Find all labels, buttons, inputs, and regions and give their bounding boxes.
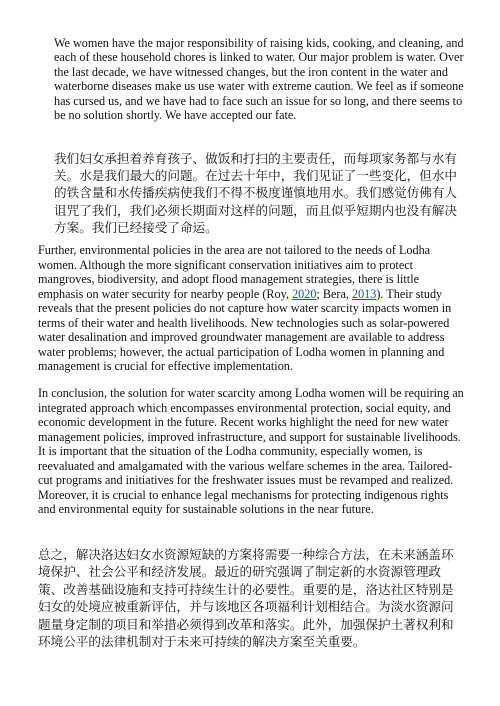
paragraph-text: Further, environmental policies in the area are not tailored to the needs of Lodha women. Although the more significant conservation initiatives aim to protect mangroves, biodiversity, and adopt flood management strategies, there is little emphasis on water security for nearby people (Roy,	[38, 243, 431, 301]
paragraph-text: ; Bera,	[316, 286, 352, 301]
paragraph-conclusion: In conclusion, the solution for water scarcity among Lodha women will be requiring an integrated approach which encompasses environmental protection, social equity, and economic development in the future. Recent works highlight the need for new water management policies, improved infrastructure, and support for sustainable livelihoods. It is important that the situation of the Lodha community, especially women, is reevaluated and amalgamated with the various welfare schemes in the area. Tailored-cut programs and initiatives for the freshwater issues must be revamped and realized. Moreover, it is crucial to enhance legal mechanisms for protecting indigenous rights and environmental equity for sustainable solutions in the near future.	[38, 386, 464, 516]
quote-chinese: 我们妇女承担着养育孩子、做饭和打扫的主要责任，而每项家务都与水有关。水是我们最大的问题。在过去十年中，我们见证了一些变化，但水中的铁含量和水传播疾病使我们不得不极度谨慎地用水。我们感觉仿佛有人诅咒了我们，我们必须长期面对这样的问题，而且似乎短期内也没有解决方案。我们已经接受了命运。	[54, 151, 457, 235]
citation-link-roy-2020[interactable]: 2020	[292, 286, 317, 301]
paragraph-conclusion-chinese: 总之，解决洛达妇女水资源短缺的方案将需要一种综合方法，在未来涵盖环境保护、社会公平和经济发展。最近的研究强调了制定新的水资源管理政策、改善基础设施和支持可持续生计的必要性。重要的是，洛达社区特别是妇女的处境应被重新评估，并与该地区各项福利计划相结合。为淡水资源问题量身定制的项目和举措必须得到改革和落实。此外，加强保护土著权利和环境公平的法律机制对于未来可持续的解决方案至关重要。	[38, 547, 454, 650]
paragraph-policies	[38, 243, 466, 374]
citation-link-bera-2013[interactable]: 2013	[351, 286, 377, 301]
paragraph-text: ). Their study reveals that the present policies do not capture how water scarcity impacts women in terms of their water and health livelihoods. New technologies such as solar-powered water desalination and improved groundwater management are available to address water problems; however, the actual participation of Lodha women in planning and management is crucial for effective implementation.	[38, 286, 452, 373]
quote-english: We women have the major responsibility of raising kids, cooking, and cleaning, and each of these household chores is linked to water. Our major problem is water. Over the last decade, we have witnessed changes, but the iron content in the water and waterborne diseases make us use water with extreme caution. We feel as if someone has cursed us, and we have had to face such an issue for so long, and there seems to be no solution shortly. We have accepted our fate.	[54, 36, 464, 123]
